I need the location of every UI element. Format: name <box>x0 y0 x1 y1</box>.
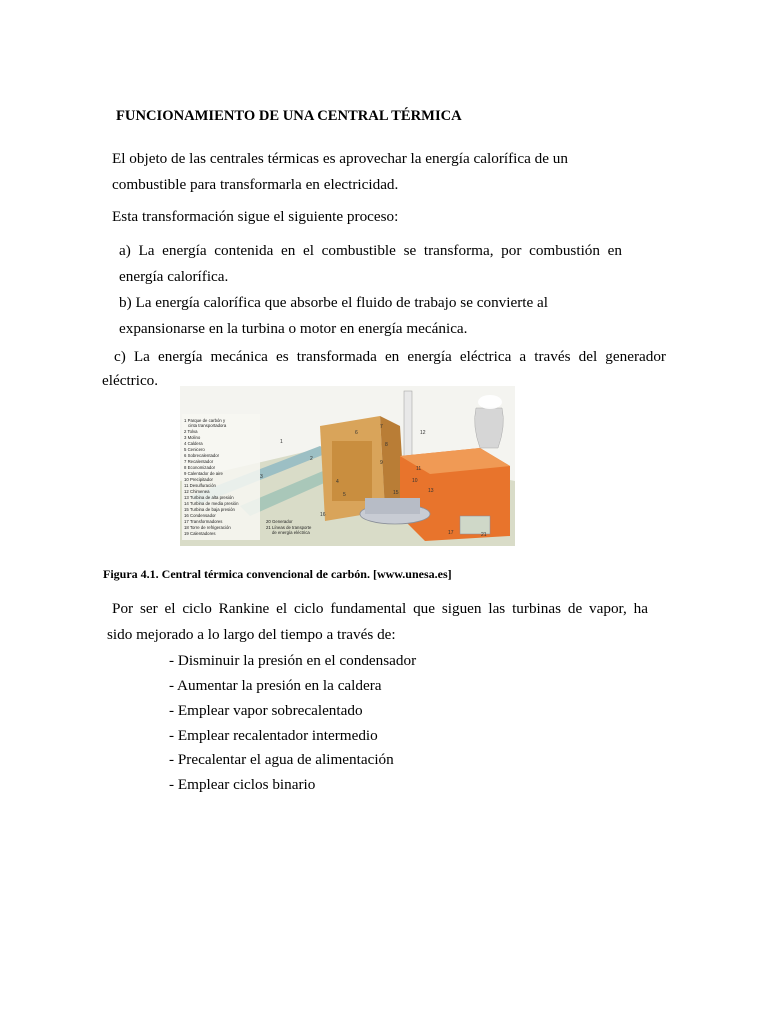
step-c-line-2: eléctrico. <box>102 372 159 389</box>
list-item: - Emplear vapor sobrecalentado <box>169 702 363 719</box>
steam-cloud <box>478 395 502 409</box>
list-item: - Precalentar el agua de alimentación <box>169 751 394 768</box>
turbine-casing <box>365 498 420 514</box>
step-a-line-2: energía calorífica. <box>119 268 229 285</box>
svg-text:4: 4 <box>336 479 339 485</box>
page-title: FUNCIONAMIENTO DE UNA CENTRAL TÉRMICA <box>116 108 462 124</box>
svg-text:12: 12 <box>420 430 426 436</box>
step-a-line-1: a) La energía contenida en el combustible se transforma, por combustión en <box>119 242 622 259</box>
rankine-line-2: sido mejorado a lo largo del tiempo a través de: <box>107 626 396 643</box>
cooling-tower <box>475 408 504 448</box>
svg-text:10: 10 <box>412 478 418 484</box>
svg-text:3 Molino: 3 Molino <box>184 435 201 440</box>
process-intro: Esta transformación sigue el siguiente proceso: <box>112 208 399 225</box>
svg-text:5: 5 <box>343 492 346 498</box>
svg-text:cinta transportadora: cinta transportadora <box>188 423 227 428</box>
svg-text:12 Chimenea: 12 Chimenea <box>184 489 210 494</box>
step-b-line-1: b) La energía calorífica que absorbe el fluido de trabajo se convierte al <box>119 294 548 311</box>
svg-text:1: 1 <box>280 439 283 445</box>
svg-text:16 Condensador: 16 Condensador <box>184 513 216 518</box>
boiler-core <box>332 441 372 501</box>
list-item: - Emplear ciclos binario <box>169 776 316 793</box>
list-item: - Aumentar la presión en la caldera <box>169 677 382 694</box>
svg-text:6 Sobrecalentador: 6 Sobrecalentador <box>184 453 220 458</box>
svg-text:5 Cenicero: 5 Cenicero <box>184 447 205 452</box>
svg-text:15 Turbina de baja presión: 15 Turbina de baja presión <box>184 507 235 512</box>
svg-text:7 Recalentador: 7 Recalentador <box>184 459 214 464</box>
step-c-line-1: c) La energía mecánica es transformada en energía eléctrica a través del generador <box>114 348 666 365</box>
svg-text:2: 2 <box>310 456 313 462</box>
svg-text:4 Caldera: 4 Caldera <box>184 441 203 446</box>
svg-text:13 Turbina de alta presión: 13 Turbina de alta presión <box>184 495 234 500</box>
svg-text:1 Parque de carbón y: 1 Parque de carbón y <box>184 418 226 423</box>
svg-text:10 Precipitador: 10 Precipitador <box>184 477 213 482</box>
intro-line-2: combustible para transformarla en electricidad. <box>112 176 399 193</box>
svg-text:17: 17 <box>448 530 454 536</box>
rankine-line-1: Por ser el ciclo Rankine el ciclo fundamental que siguen las turbinas de vapor, ha <box>112 600 648 617</box>
svg-text:17 Transformadores: 17 Transformadores <box>184 519 223 524</box>
svg-text:19 Calentadores: 19 Calentadores <box>184 531 216 536</box>
svg-text:11: 11 <box>416 466 422 472</box>
svg-text:9 Calentador de aire: 9 Calentador de aire <box>184 471 223 476</box>
svg-text:11 Desulfuración: 11 Desulfuración <box>184 483 216 488</box>
svg-text:de energía eléctrica: de energía eléctrica <box>272 530 310 535</box>
svg-text:13: 13 <box>428 488 434 494</box>
svg-text:21 Líneas de transporte: 21 Líneas de transporte <box>266 525 312 530</box>
svg-text:18 Torre de refrigeración: 18 Torre de refrigeración <box>184 525 231 530</box>
list-item: - Emplear recalentador intermedio <box>169 727 378 744</box>
step-b-line-2: expansionarse en la turbina o motor en energía mecánica. <box>119 320 468 337</box>
svg-text:14 Turbina de media presión: 14 Turbina de media presión <box>184 501 239 506</box>
svg-text:3: 3 <box>260 474 263 480</box>
svg-text:21: 21 <box>481 532 487 538</box>
svg-text:20 Generador: 20 Generador <box>266 519 293 524</box>
svg-text:9: 9 <box>380 460 383 466</box>
svg-text:8: 8 <box>385 442 388 448</box>
intro-line-1: El objeto de las centrales térmicas es aprovechar la energía calorífica de un <box>112 150 568 167</box>
svg-text:8 Economizador: 8 Economizador <box>184 465 216 470</box>
svg-text:2 Tolva: 2 Tolva <box>184 429 198 434</box>
power-plant-illustration <box>180 386 515 546</box>
list-item: - Disminuir la presión en el condensador <box>169 652 417 669</box>
svg-text:15: 15 <box>393 490 399 496</box>
figure-caption: Figura 4.1. Central térmica convencional de carbón. [www.unesa.es] <box>103 567 452 581</box>
svg-text:7: 7 <box>380 424 383 430</box>
svg-text:16: 16 <box>320 512 326 518</box>
svg-text:6: 6 <box>355 430 358 436</box>
